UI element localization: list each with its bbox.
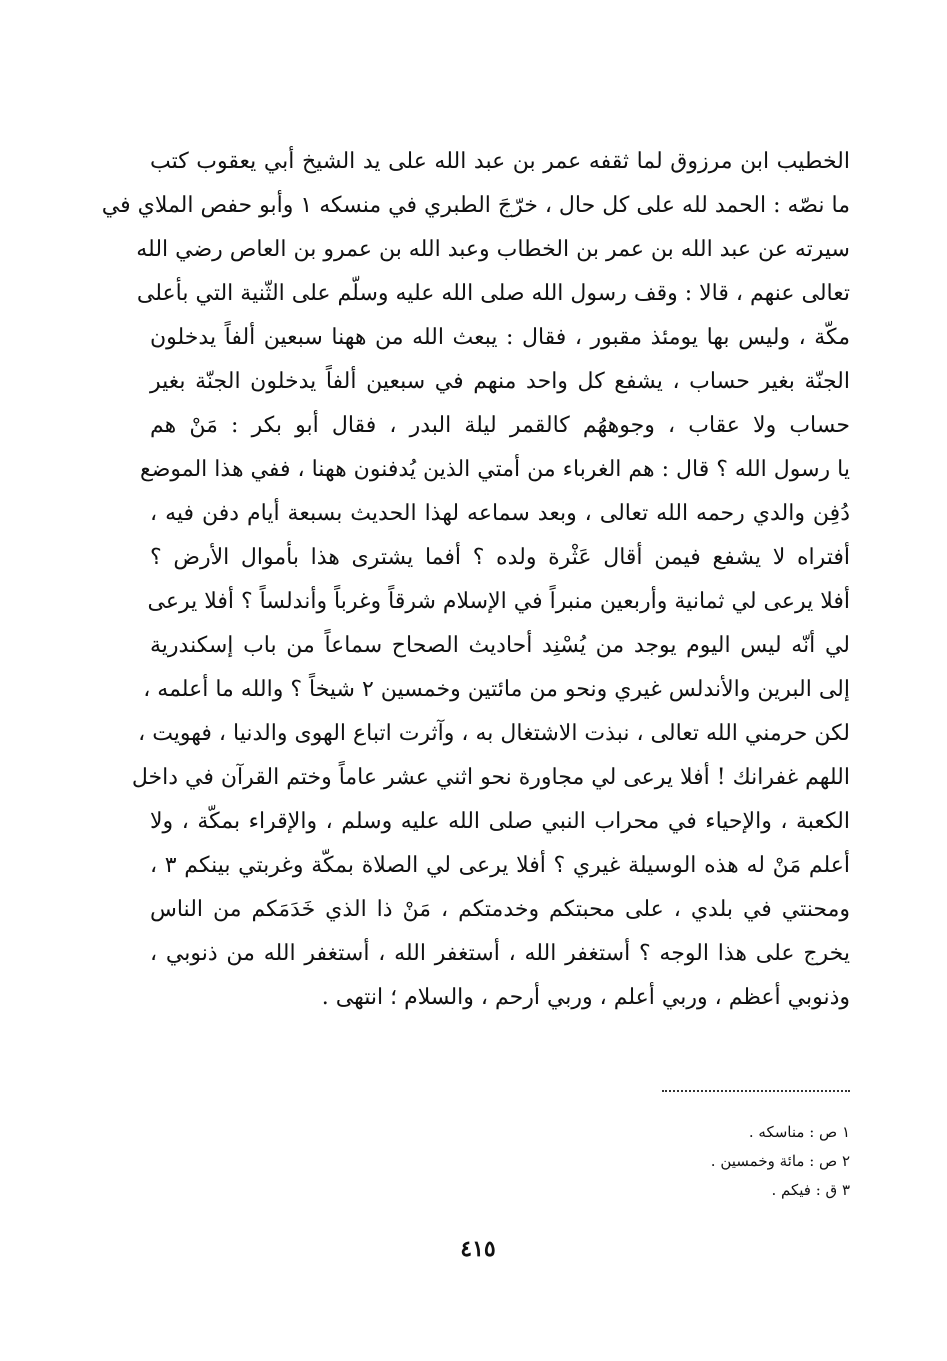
text-line: لكن حرمني الله تعالى ، نبذت الاشتغال به ، وآثرت اتباع الهوى والدنيا ، فهويت ، xyxy=(138,721,850,746)
text-line: أعلم مَنْ له هذه الوسيلة غيري ؟ أفلا يرعى لي الصلاة بمكّة وغربتي بينكم ٣ ، xyxy=(150,853,851,878)
text-line: اللهم غفرانك ! أفلا يرعى لي مجاورة نحو اثني عشر عاماً وختم القرآن في داخل xyxy=(131,765,850,790)
text-line: حساب ولا عقاب ، وجوههُم كالقمر ليلة البدر ، فقال أبو بكر : مَنْ هم xyxy=(150,413,850,438)
page-number: ٤١٥ xyxy=(460,1236,496,1262)
text-line: مكّة ، وليس بها يومئذ مقبور ، فقال : يبعث الله من ههنا سبعين ألفاً يدخلون xyxy=(150,325,850,350)
text-line: يا رسول الله ؟ قال : هم الغرباء من أمتي الذين يُدفنون ههنا ، ففي هذا الموضع xyxy=(140,457,850,482)
text-line: الخطيب ابن مرزوق لما ثقفه عمر بن عبد الله على يد الشيخ أبي يعقوب كتب xyxy=(150,149,850,174)
text-line: يخرج على هذا الوجه ؟ أستغفر الله ، أستغفر الله ، أستغفر الله من ذنوبي ، xyxy=(150,941,850,966)
footnote-2: ٢ ص : مائة وخمسين . xyxy=(710,1152,850,1170)
main-text-block xyxy=(101,140,851,1020)
text-line: إلى البرين والأندلس غيري ونحو من مائتين وخمسين ٢ شيخاً ؟ والله ما أعلمه ، xyxy=(143,677,850,702)
footnotes xyxy=(560,1118,850,1205)
footnote-3: ٣ ق : فيكم . xyxy=(771,1181,850,1199)
text-line: سيرته عن عبد الله بن عمر بن الخطاب وعبد الله بن عمرو بن العاص رضي الله xyxy=(136,237,850,262)
text-line: الكعبة ، والإحياء في محراب النبي صلى الله عليه وسلم ، والإقراء بمكّة ، ولا xyxy=(150,809,850,834)
text-line: الجنّة بغير حساب ، يشفع كل واحد منهم في سبعين ألفاً يدخلون الجنّة بغير xyxy=(150,369,850,394)
footnote-1: ١ ص : مناسكه . xyxy=(748,1123,850,1141)
text-line: أفلا يرعى لي ثمانية وأربعين منبراً في الإسلام شرقاً وغرباً وأندلساً ؟ أفلا يرعى xyxy=(147,589,850,614)
text-line: تعالى عنهم ، قالا : وقف رسول الله صلى الله عليه وسلّم على الثّنية التي بأعلى xyxy=(136,281,850,306)
text-line: لي أنّه ليس اليوم يوجد من يُسْنِد أحاديث الصحاح سماعاً من باب إسكندرية xyxy=(150,633,850,658)
footnote-separator xyxy=(662,1090,850,1092)
text-line: ومحنتي في بلدي ، على محبتكم وخدمتكم ، مَنْ ذا الذي خَدَمَكم من الناس xyxy=(150,897,850,922)
text-line: دُفِن والدي رحمه الله تعالى ، وبعد سماعه لهذا الحديث بسبعة أيام دفن فيه ، xyxy=(150,501,850,526)
text-line: ما نصّه : الحمد لله على كل حال ، خرّجَ الطبري في منسكه ١ وأبو حفص الملاي في xyxy=(101,193,850,218)
text-line-last: وذنوبي أعظم ، وربي أعلم ، وربي أرحم ، والسلام ؛ انتهى . xyxy=(321,985,850,1010)
text-line: أفتراه لا يشفع فيمن أقال عَثْرة ولده ؟ أفما يشترى هذا بأموال الأرض ؟ xyxy=(150,545,850,570)
